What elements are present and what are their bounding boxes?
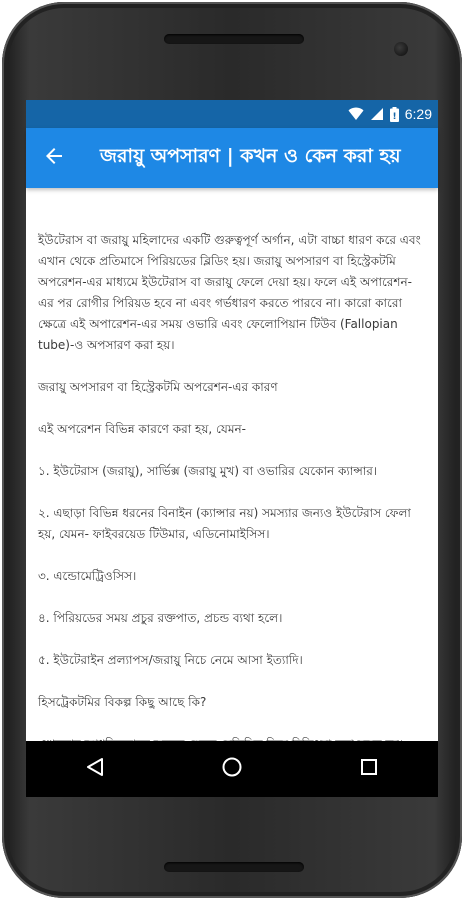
article-list-item-4: ৪. পিরিয়ডের সময় প্রচুর রক্তপাত, প্রচন্ড ব্যথা হলে। — [38, 611, 283, 625]
article-heading-alternatives: হিসট্রেকটমির বিকল্প কিছু আছে কি? — [38, 695, 207, 709]
article-list-item-1: ১. ইউটেরাস (জরায়ু), সার্ভিক্স (জরায়ু মুখ) বা ওভারির যেকোন ক্যান্সার। — [38, 464, 378, 478]
nav-back-button[interactable] — [65, 741, 125, 797]
status-bar — [26, 100, 438, 128]
status-time: 6:29 — [404, 106, 432, 122]
cell-signal-icon — [370, 107, 384, 121]
article-paragraph-reasons-intro: এই অপরেশন বিভিন্ন কারণে করা হয়, যেমন- — [38, 422, 246, 436]
back-button[interactable] — [26, 128, 82, 188]
article-list-item-3: ৩. এন্ডোমেট্রিওসিস। — [38, 569, 137, 583]
article-heading-reasons: জরায়ু অপসারণ বা হিস্ট্রেকটমি অপরেশন-এর কারণ — [38, 380, 278, 394]
nav-recents-button[interactable] — [339, 741, 399, 797]
arrow-back-icon — [44, 146, 64, 170]
article-content[interactable] — [26, 188, 438, 741]
svg-text:!: ! — [392, 111, 397, 122]
app-bar — [26, 128, 438, 188]
battery-icon — [390, 107, 399, 122]
earpiece-speaker — [164, 34, 304, 44]
nav-recents-icon — [359, 757, 379, 781]
nav-home-button[interactable] — [202, 741, 262, 797]
article-list-item-5: ৫. ইউটেরাইন প্রল্যাপস/জরায়ু নিচে নেমে আসা ইত্যাদি। — [38, 653, 303, 667]
article-list-item-2: ২. এছাড়া বিভিন্ন ধরনের বিনাইন (ক্যান্সার নয়) সমস্যার জন্যও ইউটেরাস ফেলা হয়, যেমন- ফাইবরয়েড টিউমার, এডিনোমাইসিস। — [38, 506, 411, 541]
wifi-icon — [348, 107, 364, 121]
nav-home-icon — [221, 756, 243, 782]
bottom-speaker — [164, 862, 304, 872]
nav-back-icon — [84, 756, 106, 782]
article-paragraph-intro: ইউটেরাস বা জরায়ু মহিলাদের একটি গুরুত্বপূর্ণ অর্গান, এটা বাচ্চা ধারণ করে এবং এখান থেকে প্রতিমাসে পিরিয়ডের ব্লিডিং হয়। জরায়ু অপসারণ বা হিস্ট্রেকটমি অপরেশন-এর মাধ্যমে ইউটেরাস বা জরায়ু ফেলে দেয়া হয়। ফলে এই অপারেশন-এর পর রোগীর পিরিয়ড হবে না এবং গর্ভধারণ করতে পারবে না। কারো কারো ক্ষেত্রে এই অপারেশন-এর সময় ওভারি এবং ফেলোপিয়ান টিউব (Fallopian tube)-ও অপসারণ করা হয়। — [38, 233, 421, 352]
page-title: জরায়ু অপসারণ | কখন ও কেন করা হয় — [100, 145, 401, 167]
navigation-bar — [26, 741, 438, 797]
front-camera — [394, 42, 408, 56]
screen — [26, 100, 438, 797]
